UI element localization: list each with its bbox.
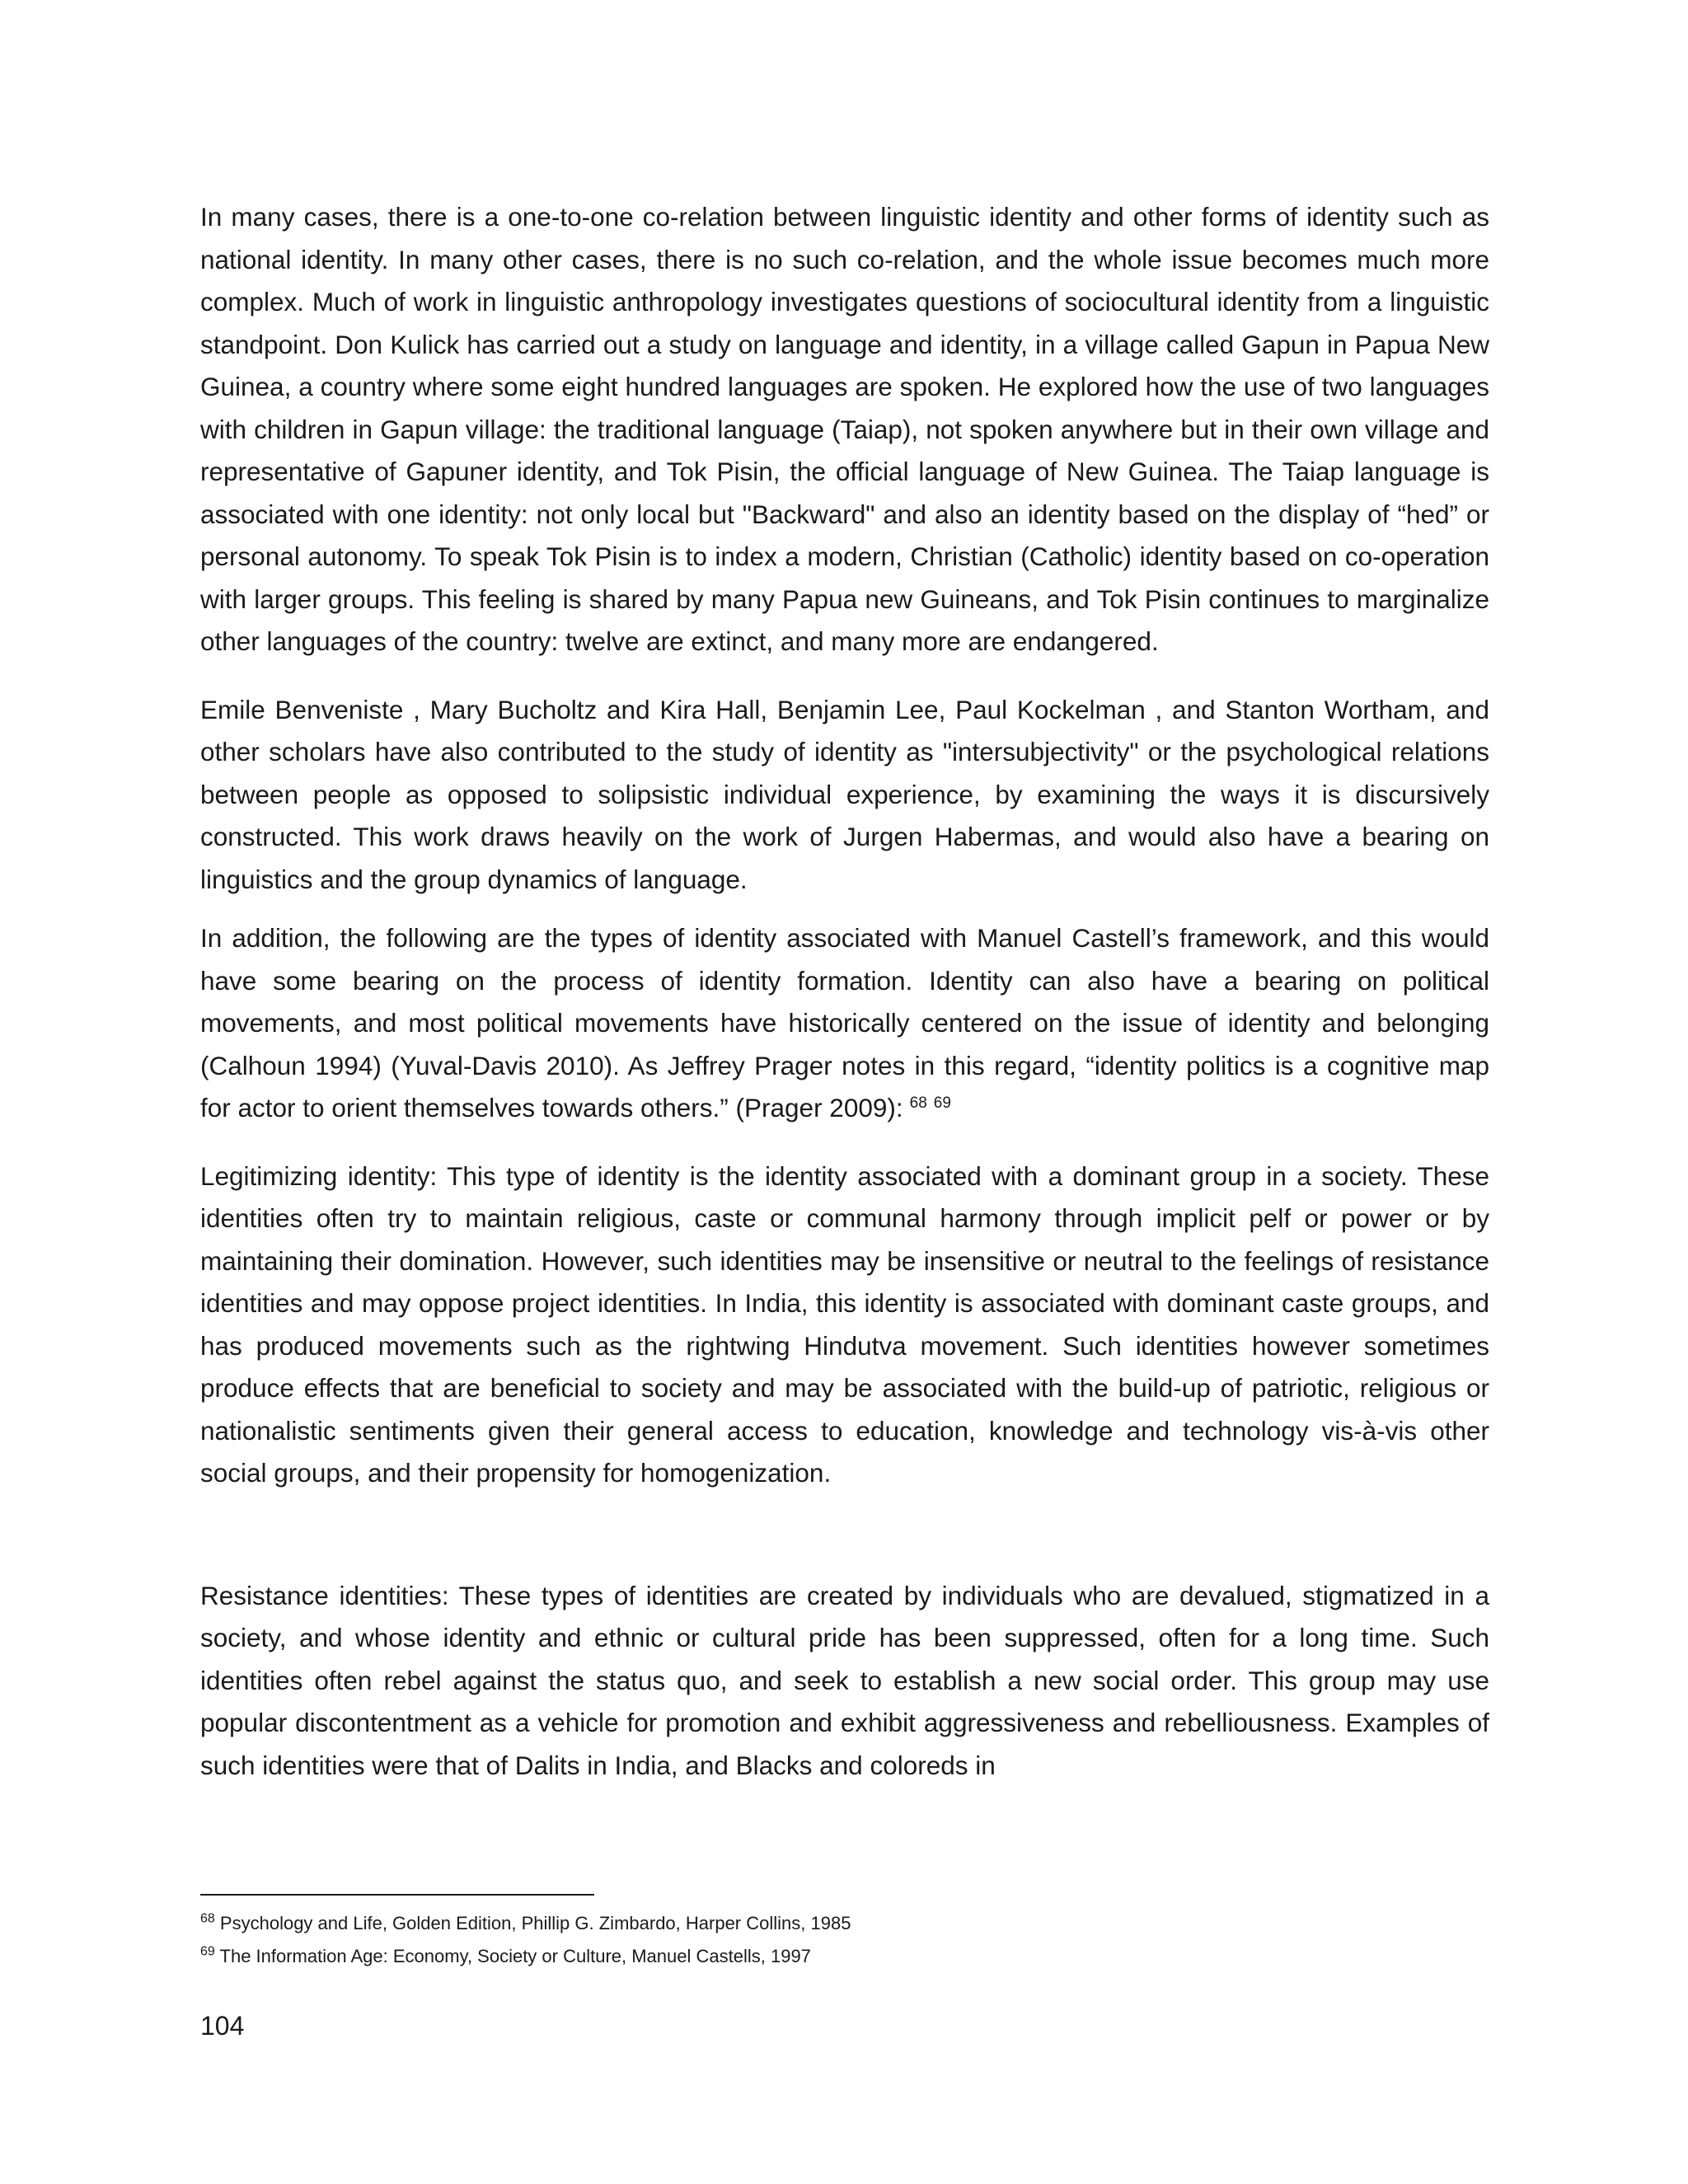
paragraph-linguistic-identity: In many cases, there is a one-to-one co-relation between linguistic identity and other forms of identity such as national identity. In many other cases, there is no such co-relation, and the whole issue becomes much more complex. Much of work in linguistic anthropology investigates questions of sociocultural identity from a linguistic standpoint. Don Kulick has carried out a study on language and identity, in a village called Gapun in Papua New Guinea, a country where some eight hundred languages are spoken. He explored how the use of two languages with children in Gapun village: the traditional language (Taiap), not spoken anywhere but in their own village and representative of Gapuner identity, and Tok Pisin, the official language of New Guinea. The Taiap language is associated with one identity: not only local but "Backward" and also an identity based on the display of “hed” or personal autonomy. To speak Tok Pisin is to index a modern, Christian (Catholic) identity based on co-operation with larger groups. This feeling is shared by many Papua new Guineans, and Tok Pisin continues to marginalize other languages of the country: twelve are extinct, and many more are endangered.: [200, 202, 1489, 656]
footnote-text-69: The Information Age: Economy, Society or Culture, Manuel Castells, 1997: [219, 1946, 811, 1966]
paragraph-castell-text: In addition, the following are the types of identity associated with Manuel Castell’s framework, and this would have some bearing on the process of identity formation. Identity can also have a bearing on political movements, and most political movements have historically centered on the issue of identity and belonging (Calhoun 1994) (Yuval-Davis 2010). As Jeffrey Prager notes in this regard, “identity politics is a cognitive map for actor to orient themselves towards others.” (Prager 2009):: [200, 923, 1489, 1122]
footnote-text-68: Psychology and Life, Golden Edition, Phillip G. Zimbardo, Harper Collins, 1985: [219, 1913, 851, 1933]
paragraph-legitimizing-identity: Legitimizing identity: This type of identity is the identity associated with a dominant group in a society. These identities often try to maintain religious, caste or communal harmony through implicit pelf or power or by maintaining their domination. However, such identities may be insensitive or neutral to the feelings of resistance identities and may oppose project identities. In India, this identity is associated with dominant caste groups, and has produced movements such as the rightwing Hindutva movement. Such identities however sometimes produce effects that are beneficial to society and may be associated with the build-up of patriotic, religious or nationalistic sentiments given their general access to education, knowledge and technology vis-à-vis other social groups, and their propensity for homogenization.: [200, 1160, 1489, 1488]
footnote-mark-68: 68: [200, 1911, 215, 1926]
footnote-ref-69[interactable]: 69: [933, 1094, 951, 1112]
page-body: [200, 196, 1489, 1787]
footnote-68: [200, 1907, 1489, 1940]
page-number: 104: [200, 2011, 245, 2041]
paragraph-intersubjectivity: Emile Benveniste , Mary Bucholtz and Kira Hall, Benjamin Lee, Paul Kockelman , and Stanton Wortham, and other scholars have also contributed to the study of identity as "intersubjectivity" or the psychological relations between people as opposed to solipsistic individual experience, by examining the ways it is discursively constructed. This work draws heavily on the work of Jurgen Habermas, and would also have a bearing on linguistics and the group dynamics of language.: [200, 694, 1489, 894]
footnote-69: [200, 1940, 1489, 1973]
paragraph-castell-framework: [200, 917, 1489, 1130]
footnote-divider: [200, 1894, 594, 1896]
paragraph-resistance-identities: Resistance identities: These types of identities are created by individuals who are devalued, stigmatized in a society, and whose identity and ethnic or cultural pride has been suppressed, often for a long time. Such identities often rebel against the status quo, and seek to establish a new social order. This group may use popular discontentment as a vehicle for promotion and exhibit aggressiveness and rebelliousness. Examples of such identities were that of Dalits in India, and Blacks and coloreds in: [200, 1580, 1489, 1780]
footnote-mark-69: 69: [200, 1944, 215, 1959]
footnotes-section: [200, 1894, 1489, 1973]
footnote-ref-68[interactable]: 68: [909, 1094, 927, 1112]
